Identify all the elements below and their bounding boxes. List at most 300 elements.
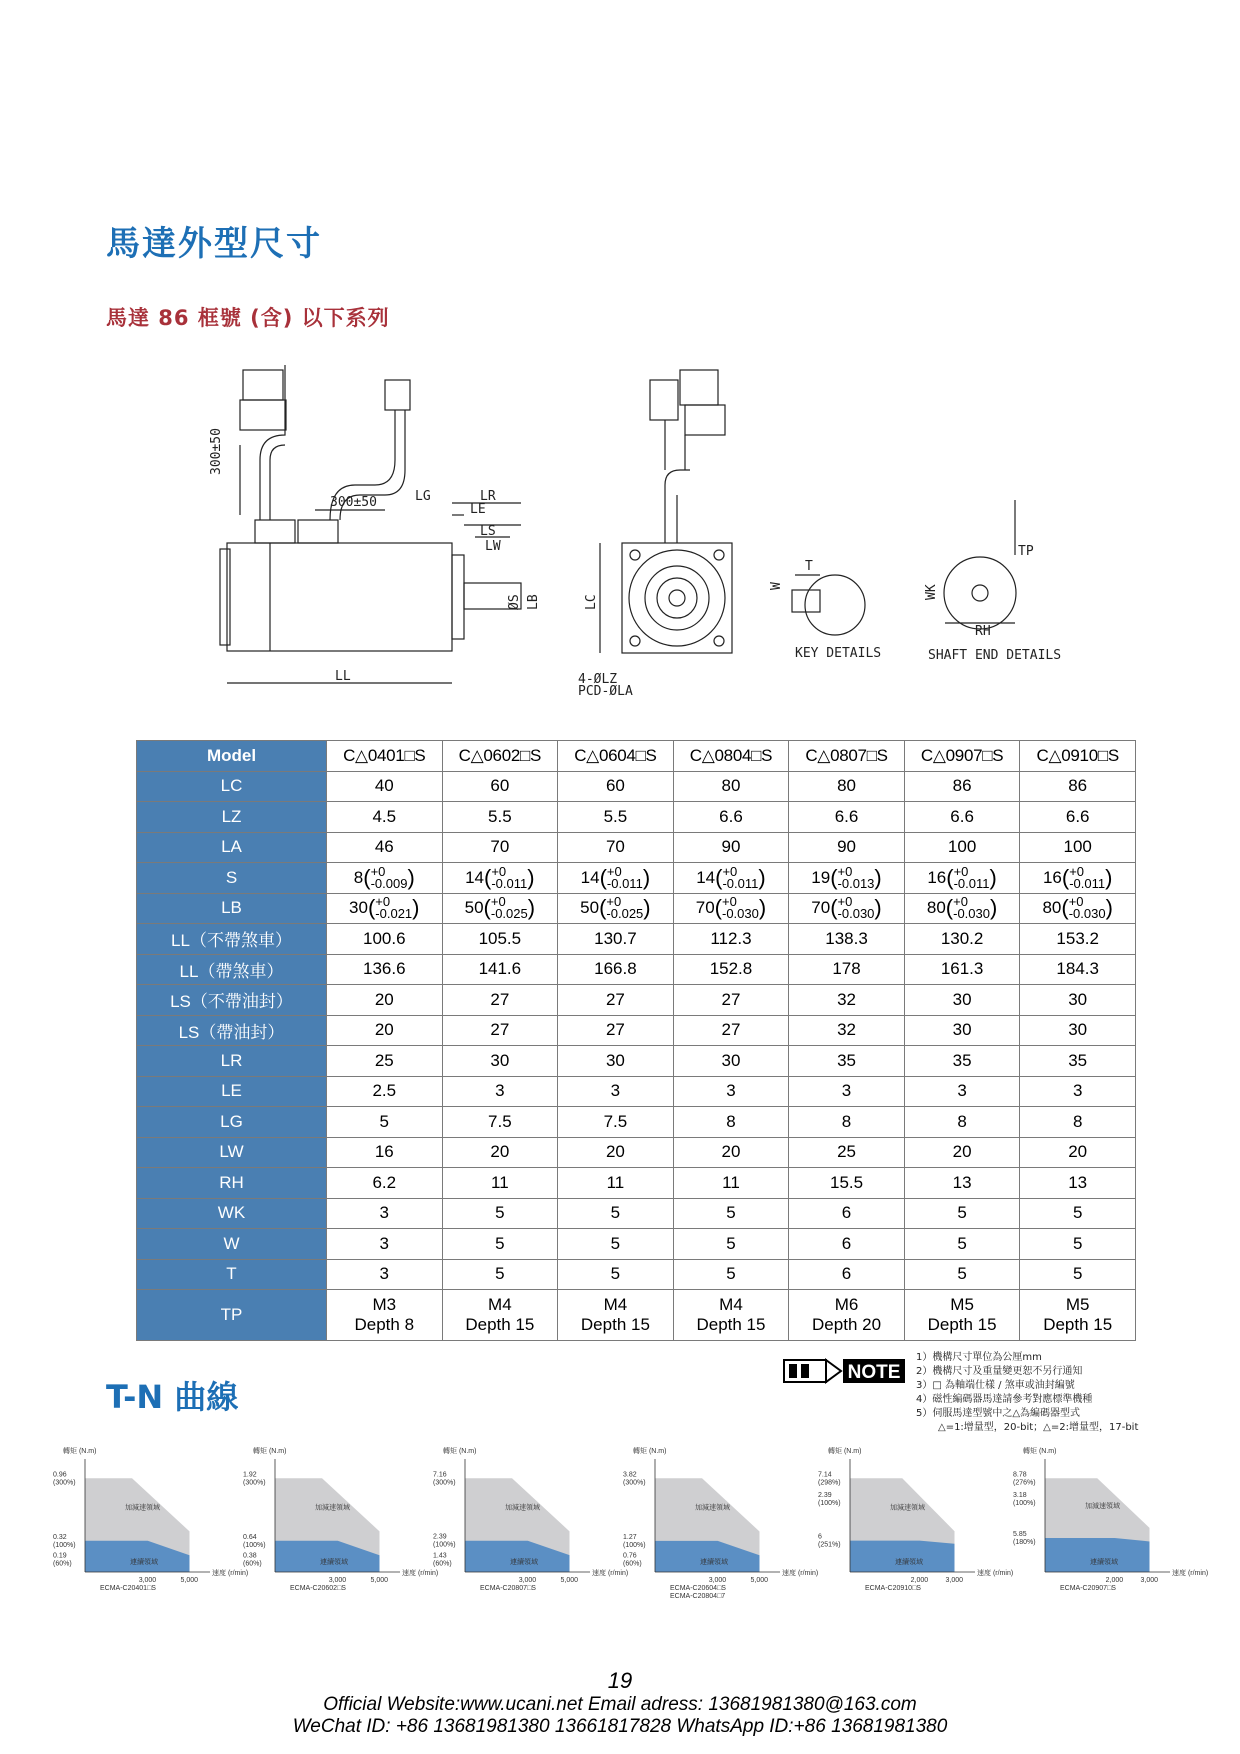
table-row xyxy=(137,771,1136,802)
dim-lb: LB xyxy=(526,594,541,610)
table-cell: 7.5 xyxy=(558,1107,674,1138)
table-cell: 70 xyxy=(558,832,674,863)
dim-w: W xyxy=(769,582,784,590)
lower-tolerance: -0.030 xyxy=(953,906,990,922)
paren-close: ) xyxy=(758,895,767,921)
upper-tolerance: +0 xyxy=(490,894,506,910)
y-tick-label: (100%) xyxy=(433,1541,456,1549)
upper-tolerance: +0 xyxy=(837,894,853,910)
paren-open: ( xyxy=(1061,895,1069,921)
thread-depth: Depth 15 xyxy=(465,1315,535,1334)
paren-close: ) xyxy=(1105,864,1113,890)
model-header: Model xyxy=(137,741,327,772)
table-cell: 30 xyxy=(904,985,1020,1016)
table-cell: 11 xyxy=(673,1168,789,1199)
table-cell: 5 xyxy=(1020,1229,1136,1260)
chart-model-label: ECMA-C20401□S xyxy=(100,1585,156,1592)
dimension-table xyxy=(136,740,1136,1341)
y-tick-label: 0.38 xyxy=(243,1552,257,1560)
table-cell: 86 xyxy=(1020,771,1136,802)
x-tick-label: 3,000 xyxy=(138,1577,157,1584)
x-axis-label: 速度 (r/min) xyxy=(1172,1570,1209,1577)
y-tick-label: 7.16 xyxy=(433,1471,447,1479)
lower-tolerance: -0.011 xyxy=(722,875,759,891)
y-tick-label: (60%) xyxy=(53,1560,72,1568)
tolerance-cell xyxy=(1020,863,1136,894)
tolerance xyxy=(606,896,643,920)
upper-tolerance: +0 xyxy=(1069,863,1085,879)
table-cell: 60 xyxy=(558,771,674,802)
continuous-zone xyxy=(1045,1538,1150,1572)
y-tick-label: 2.39 xyxy=(818,1492,832,1499)
table-cell: 100 xyxy=(904,832,1020,863)
tn-chart xyxy=(240,1442,439,1612)
table-cell: 60 xyxy=(442,771,558,802)
tolerance xyxy=(491,863,528,891)
dim-le: LE xyxy=(470,502,486,517)
table-cell: 27 xyxy=(673,985,789,1016)
tolerance xyxy=(491,896,528,920)
table-cell: 100 xyxy=(1020,832,1136,863)
paren-close: ) xyxy=(874,895,882,921)
nominal-value: 30 xyxy=(349,898,368,918)
lower-tolerance: -0.030 xyxy=(721,906,759,922)
continuous-zone-label: 連續領域 xyxy=(510,1559,538,1566)
thread-size: M6 xyxy=(834,1295,859,1314)
paren-close: ) xyxy=(527,895,536,921)
table-cell: 3 xyxy=(558,1076,674,1107)
row-label: LA xyxy=(137,832,327,863)
y-tick-label: 3.18 xyxy=(1013,1492,1027,1499)
note-label: NOTE xyxy=(847,1362,901,1383)
motor-dimension-drawing xyxy=(180,365,1140,710)
y-tick-label: (100%) xyxy=(818,1500,841,1507)
table-cell: 32 xyxy=(789,1015,905,1046)
y-tick-label: (100%) xyxy=(1013,1500,1036,1507)
tn-chart-svg xyxy=(815,1442,1014,1612)
nominal-value: 14 xyxy=(465,867,485,887)
thread-depth: Depth 8 xyxy=(354,1315,415,1334)
dim-cable-vertical: 300±50 xyxy=(209,428,224,475)
thread-depth: Depth 15 xyxy=(1043,1315,1113,1334)
table-row xyxy=(137,1259,1136,1290)
row-label: LZ xyxy=(137,802,327,833)
table-cell: 27 xyxy=(442,1015,558,1046)
tn-chart xyxy=(1010,1442,1209,1612)
nominal-value: 70 xyxy=(695,898,715,918)
nominal-value: 70 xyxy=(811,898,831,918)
table-cell: 5 xyxy=(1020,1198,1136,1229)
thread-depth: Depth 15 xyxy=(927,1315,997,1334)
lower-tolerance: -0.011 xyxy=(953,875,990,891)
model-col: C△0804□S xyxy=(673,741,789,772)
table-cell: 27 xyxy=(673,1015,789,1046)
tolerance xyxy=(1069,896,1106,920)
dim-ls: LS xyxy=(480,524,496,539)
paren-close: ) xyxy=(642,864,651,890)
tolerance xyxy=(953,863,990,891)
nominal-value: 8 xyxy=(353,867,364,887)
tolerance-cell xyxy=(789,893,905,924)
table-cell: 5 xyxy=(558,1229,674,1260)
table-cell: 30 xyxy=(1020,1015,1136,1046)
lower-tolerance: -0.011 xyxy=(1069,875,1106,891)
table-cell: 11 xyxy=(558,1168,674,1199)
tn-chart-svg xyxy=(430,1442,629,1612)
table-cell: 5 xyxy=(558,1198,674,1229)
table-cell: 136.6 xyxy=(327,954,443,985)
row-label: LB xyxy=(137,893,327,924)
y-tick-label: (60%) xyxy=(243,1560,262,1568)
y-tick-label: (251%) xyxy=(818,1541,841,1549)
y-tick-label: (276%) xyxy=(1013,1479,1036,1487)
table-cell: 35 xyxy=(789,1046,905,1077)
x-tick-label: 3,000 xyxy=(518,1577,537,1584)
tolerance-cell xyxy=(673,893,789,924)
y-tick-label: 2.39 xyxy=(433,1533,447,1541)
table-row xyxy=(137,1229,1136,1260)
lower-tolerance: -0.030 xyxy=(837,906,875,922)
table-cell: 5 xyxy=(558,1259,674,1290)
table-cell: 80 xyxy=(673,771,789,802)
table-cell xyxy=(442,1290,558,1341)
table-cell: 15.5 xyxy=(789,1168,905,1199)
thread-size: M4 xyxy=(603,1295,628,1314)
table-cell: 5 xyxy=(1020,1259,1136,1290)
tolerance xyxy=(722,863,759,891)
paren-close: ) xyxy=(527,864,535,890)
paren-close: ) xyxy=(643,895,651,921)
table-cell: 5 xyxy=(673,1198,789,1229)
y-tick-label: (100%) xyxy=(623,1541,646,1549)
table-cell xyxy=(673,1290,789,1341)
row-label: RH xyxy=(137,1168,327,1199)
table-cell: 25 xyxy=(327,1046,443,1077)
dim-s: ØS xyxy=(507,594,522,610)
lower-tolerance: -0.009 xyxy=(370,875,408,891)
dim-lc: LC xyxy=(584,594,599,610)
table-cell: 6.6 xyxy=(673,802,789,833)
row-label: LR xyxy=(137,1046,327,1077)
y-tick-label: 5.85 xyxy=(1013,1531,1027,1539)
table-cell: 5 xyxy=(327,1107,443,1138)
table-cell: 100.6 xyxy=(327,924,443,955)
thread-depth: Depth 15 xyxy=(580,1315,650,1334)
thread-depth: Depth 15 xyxy=(696,1315,766,1334)
table-cell: 5 xyxy=(673,1229,789,1260)
upper-tolerance: +0 xyxy=(837,863,853,879)
page-number: 19 xyxy=(607,1668,633,1693)
x-axis-label: 速度 (r/min) xyxy=(212,1570,249,1577)
table-cell: 40 xyxy=(327,771,443,802)
thread-size: M5 xyxy=(950,1295,974,1314)
table-cell: 20 xyxy=(442,1137,558,1168)
x-tick-label: 5,000 xyxy=(750,1577,769,1584)
y-tick-label: (100%) xyxy=(53,1541,76,1549)
upper-tolerance: +0 xyxy=(370,863,386,879)
table-cell: 6 xyxy=(789,1259,905,1290)
tolerance xyxy=(1069,863,1106,891)
paren-open: ( xyxy=(363,864,371,890)
table-cell: 27 xyxy=(558,1015,674,1046)
table-cell: 152.8 xyxy=(673,954,789,985)
table-cell: 6.6 xyxy=(789,802,905,833)
y-tick-label: 3.82 xyxy=(623,1471,637,1479)
paren-open: ( xyxy=(714,895,722,921)
table-cell xyxy=(327,1290,443,1341)
y-tick-label: 7.14 xyxy=(818,1471,832,1479)
table-cell: 5 xyxy=(904,1259,1020,1290)
paren-open: ( xyxy=(830,864,838,890)
dim-cable-horizontal: 300±50 xyxy=(330,495,377,510)
paren-open: ( xyxy=(945,895,954,921)
table-cell: 30 xyxy=(442,1046,558,1077)
nominal-value: 50 xyxy=(580,898,600,918)
y-tick-label: 0.96 xyxy=(53,1471,67,1479)
table-cell: 178 xyxy=(789,954,905,985)
table-cell: 16 xyxy=(327,1137,443,1168)
tn-chart-svg xyxy=(50,1442,249,1612)
chart-model-label: ECMA-C20602□S xyxy=(290,1585,346,1592)
table-cell: 30 xyxy=(558,1046,674,1077)
accel-zone-label: 加減速領域 xyxy=(890,1504,925,1512)
paren-open: ( xyxy=(1061,864,1070,890)
y-tick-label: 0.19 xyxy=(53,1552,67,1560)
x-tick-label: 3,000 xyxy=(708,1577,727,1584)
upper-tolerance: +0 xyxy=(722,863,738,879)
section-subtitle: 馬達 86 框號 (含) 以下系列 xyxy=(106,306,390,330)
row-label: TP xyxy=(137,1290,327,1341)
thread-size: M3 xyxy=(372,1295,397,1314)
table-cell: 5.5 xyxy=(558,802,674,833)
dim-t: T xyxy=(805,559,813,574)
x-tick-label: 3,000 xyxy=(328,1577,347,1584)
tolerance-cell xyxy=(1020,893,1136,924)
dim-rh: RH xyxy=(975,624,991,639)
table-cell: 20 xyxy=(673,1137,789,1168)
tn-chart xyxy=(620,1442,819,1612)
table-cell: 30 xyxy=(904,1015,1020,1046)
table-cell: 35 xyxy=(904,1046,1020,1077)
paren-open: ( xyxy=(484,864,492,890)
y-tick-label: 0.32 xyxy=(53,1533,67,1541)
paren-open: ( xyxy=(946,864,954,890)
upper-tolerance: +0 xyxy=(491,863,507,879)
model-col: C△0602□S xyxy=(442,741,558,772)
table-row xyxy=(137,1076,1136,1107)
table-row xyxy=(137,1168,1136,1199)
paren-open: ( xyxy=(599,895,607,921)
row-label: W xyxy=(137,1229,327,1260)
continuous-zone-label: 連續領域 xyxy=(130,1559,158,1566)
y-tick-label: 1.43 xyxy=(433,1552,447,1560)
table-row xyxy=(137,1198,1136,1229)
tn-chart-svg xyxy=(620,1442,819,1612)
lower-tolerance: -0.011 xyxy=(606,875,643,891)
dim-ll: LL xyxy=(335,669,351,684)
lower-tolerance: -0.025 xyxy=(606,906,644,922)
row-label: LL（帶煞車） xyxy=(137,954,327,985)
row-label: LS（帶油封） xyxy=(137,1015,327,1046)
tn-curve-title: T-N 曲線 xyxy=(106,1378,239,1416)
y-tick-label: 0.76 xyxy=(623,1552,637,1560)
tolerance-cell xyxy=(904,863,1020,894)
shaft-end-details-caption: SHAFT END DETAILS xyxy=(928,648,1062,663)
y-tick-label: (300%) xyxy=(433,1479,456,1487)
accel-zone-label: 加減速領域 xyxy=(125,1504,160,1512)
paren-open: ( xyxy=(483,895,491,921)
x-tick-label: 2,000 xyxy=(1105,1577,1124,1584)
table-cell: 5 xyxy=(442,1198,558,1229)
paren-close: ) xyxy=(407,864,415,890)
table-cell: 86 xyxy=(904,771,1020,802)
table-cell xyxy=(1020,1290,1136,1341)
nominal-value: 14 xyxy=(580,867,600,887)
model-col: C△0907□S xyxy=(904,741,1020,772)
table-cell: 20 xyxy=(327,985,443,1016)
table-row xyxy=(137,802,1136,833)
nominal-value: 19 xyxy=(811,867,831,887)
paren-open: ( xyxy=(715,864,723,890)
table-cell: 5 xyxy=(442,1229,558,1260)
paren-close: ) xyxy=(758,864,766,890)
tolerance xyxy=(370,863,408,891)
tolerance-cell xyxy=(558,863,674,894)
table-cell: 141.6 xyxy=(442,954,558,985)
nominal-value: 16 xyxy=(927,867,947,887)
upper-tolerance: +0 xyxy=(606,863,622,879)
table-cell: 166.8 xyxy=(558,954,674,985)
table-cell: 90 xyxy=(673,832,789,863)
note-item: 5）伺服馬達型號中之△為編碼器型式 xyxy=(916,1408,1081,1419)
table-cell: 8 xyxy=(1020,1107,1136,1138)
tolerance-cell xyxy=(327,893,443,924)
table-cell: 3 xyxy=(789,1076,905,1107)
y-tick-label: (100%) xyxy=(243,1541,266,1549)
table-cell: 80 xyxy=(789,771,905,802)
y-tick-label: (180%) xyxy=(1013,1539,1036,1547)
chart-model-label: ECMA-C20804□7 xyxy=(670,1593,726,1600)
y-tick-label: 8.78 xyxy=(1013,1471,1027,1479)
note-badge xyxy=(783,1356,908,1386)
note-item: 1）機構尺寸單位為公厘mm xyxy=(916,1352,1042,1363)
thread-size: M5 xyxy=(1065,1295,1090,1314)
table-cell: 3 xyxy=(327,1259,443,1290)
key-details-caption: KEY DETAILS xyxy=(795,646,882,661)
table-cell: 20 xyxy=(327,1015,443,1046)
row-label: S xyxy=(137,863,327,894)
nominal-value: 14 xyxy=(696,867,716,887)
paren-close: ) xyxy=(412,895,420,921)
tn-chart xyxy=(430,1442,629,1612)
x-axis-label: 速度 (r/min) xyxy=(782,1570,819,1577)
table-row xyxy=(137,985,1136,1016)
x-axis-label: 速度 (r/min) xyxy=(592,1570,629,1577)
x-tick-label: 2,000 xyxy=(910,1577,929,1584)
tolerance xyxy=(722,896,759,920)
chart-model-label: ECMA-C20907□S xyxy=(1060,1585,1116,1592)
table-cell: 6 xyxy=(789,1229,905,1260)
tolerance-cell xyxy=(442,893,558,924)
dim-holes: 4-ØLZ xyxy=(578,672,618,687)
continuous-zone xyxy=(850,1541,955,1572)
model-col: C△0807□S xyxy=(789,741,905,772)
accel-zone-label: 加減速領域 xyxy=(695,1504,730,1512)
x-tick-label: 5,000 xyxy=(180,1577,199,1584)
thread-size: M4 xyxy=(719,1295,743,1314)
tolerance-cell xyxy=(789,863,905,894)
continuous-zone-label: 連續領域 xyxy=(320,1559,348,1566)
y-axis-label: 轉矩 (N.m) xyxy=(828,1448,862,1455)
dim-lg: LG xyxy=(415,489,431,504)
table-cell: 30 xyxy=(673,1046,789,1077)
upper-tolerance: +0 xyxy=(375,894,391,910)
tolerance xyxy=(953,896,990,920)
table-cell: 27 xyxy=(558,985,674,1016)
thread-depth: Depth 20 xyxy=(812,1315,882,1334)
tn-chart-svg xyxy=(1010,1442,1209,1612)
upper-tolerance: +0 xyxy=(606,894,622,910)
y-tick-label: 0.64 xyxy=(243,1533,257,1541)
y-tick-label: (300%) xyxy=(243,1479,266,1487)
table-row xyxy=(137,1290,1136,1341)
tolerance-cell xyxy=(673,863,789,894)
row-label: T xyxy=(137,1259,327,1290)
table-cell: 3 xyxy=(904,1076,1020,1107)
table-row xyxy=(137,893,1136,924)
table-cell: 153.2 xyxy=(1020,924,1136,955)
table-cell: 3 xyxy=(1020,1076,1136,1107)
table-cell: 5 xyxy=(904,1198,1020,1229)
tn-chart xyxy=(50,1442,249,1612)
y-tick-label: (300%) xyxy=(623,1479,646,1487)
lower-tolerance: -0.011 xyxy=(491,875,528,891)
table-header-row xyxy=(137,741,1136,772)
note-item: 3）□ 為軸端仕樣 / 煞車或油封編號 xyxy=(916,1380,1075,1391)
table-cell: 3 xyxy=(327,1198,443,1229)
table-row xyxy=(137,1015,1136,1046)
table-cell: 6.6 xyxy=(1020,802,1136,833)
y-axis-label: 轉矩 (N.m) xyxy=(633,1448,667,1455)
upper-tolerance: +0 xyxy=(721,894,737,910)
nominal-value: 16 xyxy=(1042,867,1062,887)
upper-tolerance: +0 xyxy=(953,894,968,910)
accel-zone-label: 加減速領域 xyxy=(315,1504,350,1512)
thread-size: M4 xyxy=(488,1295,512,1314)
tn-chart-svg xyxy=(240,1442,439,1612)
table-cell: 161.3 xyxy=(904,954,1020,985)
table-cell: 138.3 xyxy=(789,924,905,955)
tolerance-cell xyxy=(327,863,443,894)
table-row xyxy=(137,1137,1136,1168)
table-cell: 2.5 xyxy=(327,1076,443,1107)
table-cell: 27 xyxy=(442,985,558,1016)
accel-zone-label: 加減速領域 xyxy=(1085,1503,1120,1511)
footer-contact-line2: WeChat ID: +86 13681981380 13661817828 WhatsApp ID:+86 13681981380 xyxy=(292,1716,948,1737)
table-cell: 3 xyxy=(327,1229,443,1260)
x-tick-label: 3,000 xyxy=(1140,1577,1159,1584)
table-cell: 5.5 xyxy=(442,802,558,833)
paren-close: ) xyxy=(1105,895,1113,921)
note-item: △=1:增量型，20-bit；△=2:增量型，17-bit xyxy=(938,1422,1139,1433)
y-axis-label: 轉矩 (N.m) xyxy=(443,1448,477,1455)
dim-lw: LW xyxy=(485,539,501,554)
table-cell: 3 xyxy=(673,1076,789,1107)
table-row xyxy=(137,832,1136,863)
paren-close: ) xyxy=(989,864,997,890)
table-cell: 6.2 xyxy=(327,1168,443,1199)
paren-open: ( xyxy=(830,895,838,921)
